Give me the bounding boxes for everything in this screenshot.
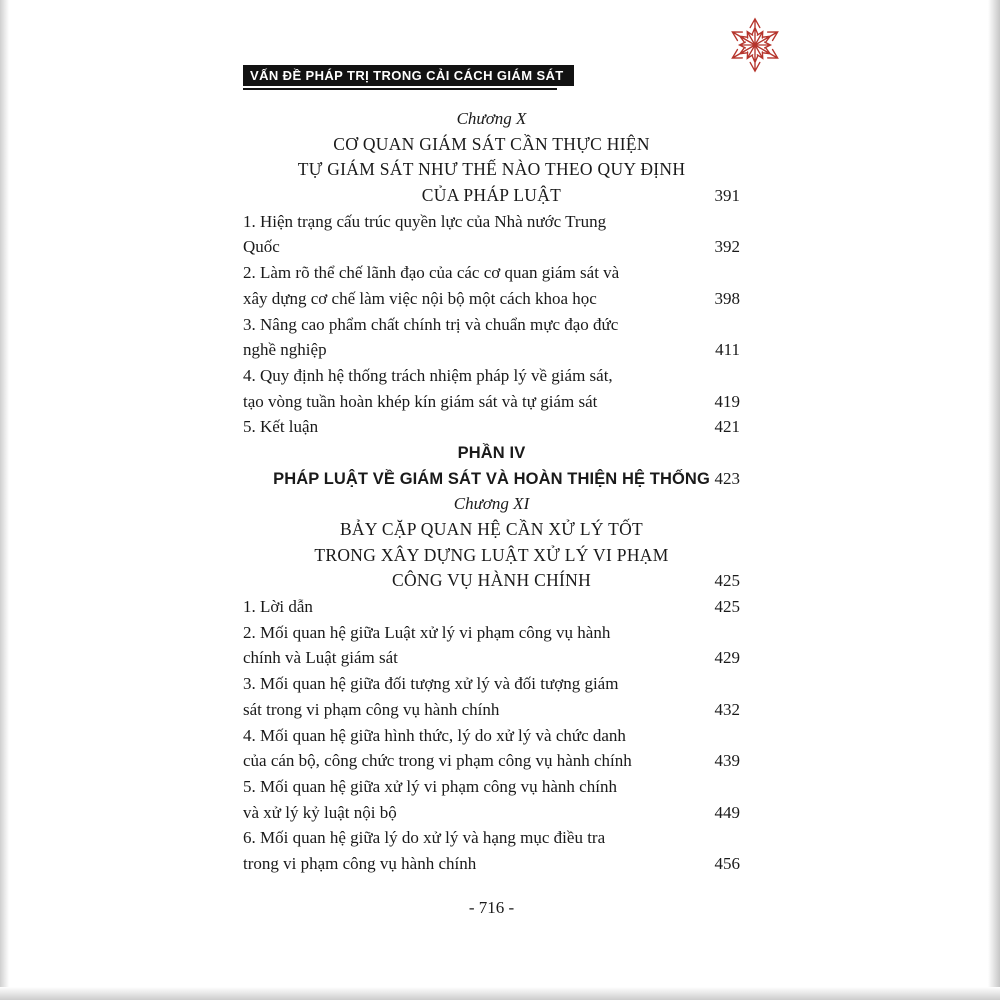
toc-row bbox=[243, 132, 740, 158]
toc-row bbox=[243, 568, 740, 594]
toc-page-number: 456 bbox=[714, 853, 740, 873]
toc-entry-text: BẢY CẶP QUAN HỆ CẦN XỬ LÝ TỐT bbox=[339, 519, 644, 539]
toc-entry-text: PHẦN IV bbox=[457, 443, 526, 462]
toc-entry-text: xây dựng cơ chế làm việc nội bộ một cách khoa học bbox=[243, 288, 597, 308]
scan-edge-left bbox=[0, 0, 9, 1000]
toc-entry-text: 5. Mối quan hệ giữa xử lý vi phạm công vụ hành chính bbox=[243, 776, 617, 796]
toc-entry-text: CỦA PHÁP LUẬT bbox=[421, 185, 562, 206]
toc-row bbox=[243, 594, 740, 620]
toc-row bbox=[243, 234, 740, 260]
toc-entry-text: trong vi phạm công vụ hành chính bbox=[243, 853, 477, 873]
toc-row bbox=[243, 440, 740, 466]
toc-row bbox=[243, 543, 740, 569]
toc-row bbox=[243, 157, 740, 183]
toc-row bbox=[243, 209, 740, 235]
running-header-title: VẤN ĐỀ PHÁP TRỊ TRONG CẢI CÁCH GIÁM SÁT bbox=[243, 65, 574, 86]
toc-entry-text: 6. Mối quan hệ giữa lý do xử lý và hạng mục điều tra bbox=[243, 828, 606, 848]
toc-row bbox=[243, 337, 740, 363]
toc-entry-text: chính và Luật giám sát bbox=[243, 648, 398, 668]
toc-entry-text: nghề nghiệp bbox=[243, 340, 327, 360]
toc-page-number: 392 bbox=[714, 237, 740, 257]
toc-page-number: 439 bbox=[714, 751, 740, 771]
toc-row bbox=[243, 389, 740, 415]
toc-entry-text: 3. Mối quan hệ giữa đối tượng xử lý và đối tượng giám bbox=[243, 674, 619, 694]
toc-page-number: 398 bbox=[714, 288, 740, 308]
toc-entry-text: TRONG XÂY DỰNG LUẬT XỬ LÝ VI PHẠM bbox=[314, 544, 669, 565]
toc-entry-text: 4. Quy định hệ thống trách nhiệm pháp lý về giám sát, bbox=[243, 365, 613, 385]
toc-entry-text: CƠ QUAN GIÁM SÁT CẦN THỰC HIỆN bbox=[333, 133, 650, 154]
page-number-footer: - 716 - bbox=[468, 898, 515, 917]
toc-row bbox=[243, 620, 740, 646]
toc-entry-text: 2. Làm rõ thể chế lãnh đạo của các cơ quan giám sát và bbox=[243, 263, 620, 283]
toc-entry-text: 2. Mối quan hệ giữa Luật xử lý vi phạm công vụ hành bbox=[243, 622, 611, 642]
running-header bbox=[243, 65, 574, 90]
toc-entry-text: tạo vòng tuần hoàn khép kín giám sát và tự giám sát bbox=[243, 391, 598, 411]
toc-entry-text: Chương X bbox=[456, 109, 527, 128]
toc-page-number: 429 bbox=[714, 648, 740, 668]
toc-page-number: 425 bbox=[714, 571, 740, 591]
toc-row bbox=[243, 312, 740, 338]
toc-row bbox=[243, 671, 740, 697]
starburst-icon bbox=[724, 14, 786, 76]
toc-entry-text: CÔNG VỤ HÀNH CHÍNH bbox=[391, 570, 592, 591]
toc-entry-text: TỰ GIÁM SÁT NHƯ THẾ NÀO THEO QUY ĐỊNH bbox=[297, 159, 686, 180]
toc-row bbox=[243, 697, 740, 723]
toc-entry-text: và xử lý kỷ luật nội bộ bbox=[243, 802, 397, 822]
toc-page-number: 391 bbox=[714, 186, 740, 206]
header-underline bbox=[243, 88, 557, 90]
toc-list bbox=[243, 106, 740, 877]
toc-entry-text: 4. Mối quan hệ giữa hình thức, lý do xử lý và chức danh bbox=[243, 725, 626, 745]
toc-row bbox=[243, 748, 740, 774]
toc-row bbox=[243, 183, 740, 209]
scan-edge-bottom bbox=[0, 987, 1000, 1000]
toc-entry-text: Quốc bbox=[243, 237, 280, 257]
toc-row bbox=[243, 517, 740, 543]
toc-row bbox=[243, 491, 740, 517]
toc-row bbox=[243, 286, 740, 312]
toc-row bbox=[243, 363, 740, 389]
toc-page-number: 421 bbox=[714, 417, 740, 437]
toc-page-number: 411 bbox=[715, 340, 740, 360]
toc-row bbox=[243, 414, 740, 440]
toc-entry-text: 1. Hiện trạng cấu trúc quyền lực của Nhà nước Trung bbox=[243, 211, 607, 231]
toc-row bbox=[243, 723, 740, 749]
toc-entry-text: Chương XI bbox=[453, 494, 530, 514]
toc-page-number: 449 bbox=[714, 802, 740, 822]
toc-page-number: 425 bbox=[714, 597, 740, 617]
toc-row bbox=[243, 800, 740, 826]
toc-entry-text: sát trong vi phạm công vụ hành chính bbox=[243, 699, 500, 719]
toc-page-number: 432 bbox=[714, 699, 740, 719]
toc-page-number: 419 bbox=[714, 391, 740, 411]
publisher-star-logo bbox=[724, 14, 786, 76]
toc-entry-text: PHÁP LUẬT VỀ GIÁM SÁT VÀ HOÀN THIỆN HỆ THỐNG bbox=[273, 469, 710, 488]
toc-entry-text: 5. Kết luận bbox=[243, 417, 319, 437]
toc-entry-text: 3. Nâng cao phẩm chất chính trị và chuẩn mực đạo đức bbox=[243, 314, 619, 334]
toc-entry-text: của cán bộ, công chức trong vi phạm công vụ hành chính bbox=[243, 751, 632, 771]
scan-edge-right bbox=[988, 0, 1000, 1000]
toc-row bbox=[243, 466, 740, 492]
toc-row bbox=[243, 106, 740, 132]
toc-row bbox=[243, 260, 740, 286]
toc-row bbox=[243, 774, 740, 800]
toc-entry-text: 1. Lời dẫn bbox=[243, 597, 313, 617]
toc-row bbox=[243, 825, 740, 851]
toc-page-number: 423 bbox=[714, 468, 740, 488]
toc-row bbox=[243, 645, 740, 671]
toc-row bbox=[243, 851, 740, 877]
